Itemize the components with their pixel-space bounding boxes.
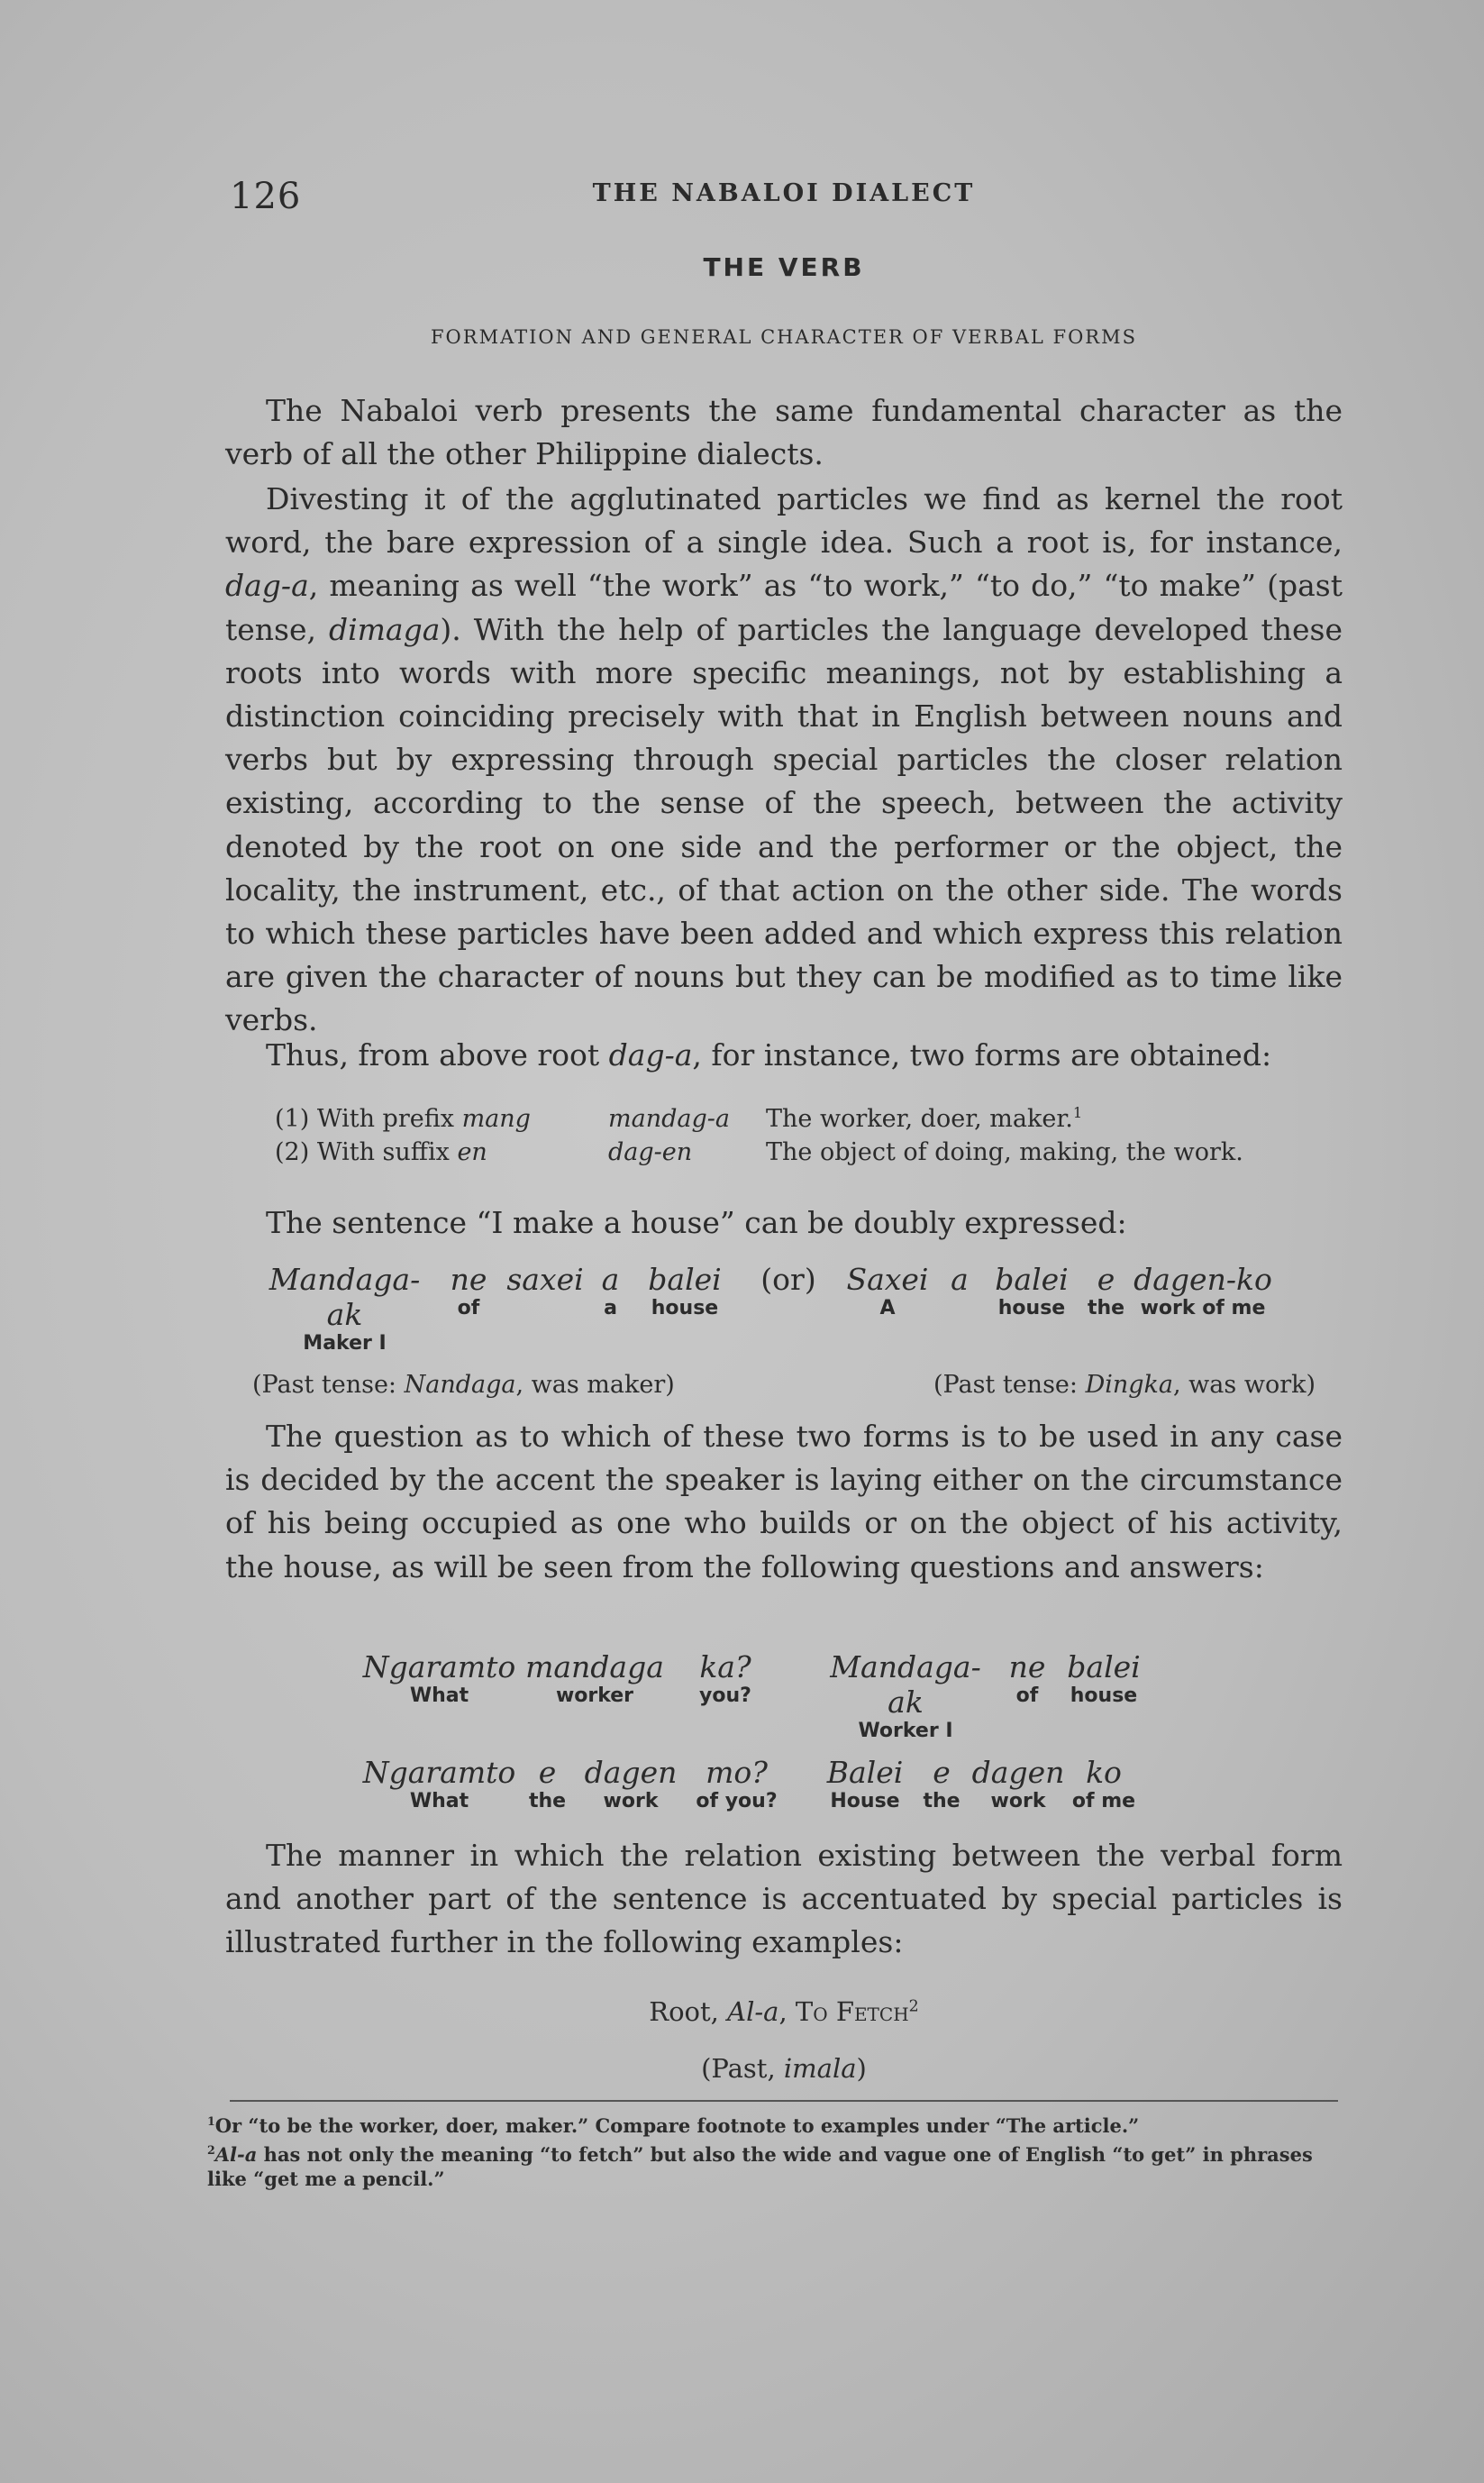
form-row: (1) With prefix mang mandag-a The worker, doer, maker.$^1$ — [275, 1104, 1083, 1133]
paragraph-intro: The Nabaloi verb presents the same fundamental character as the verb of all the other Philippine dialects. — [225, 393, 1343, 472]
running-title: THE NABALOI DIALECT — [592, 179, 976, 207]
past-heading: (Past, imala) — [701, 2053, 867, 2084]
paragraph-sentence: The sentence “I make a house” can be doubly expressed: — [266, 1205, 1127, 1240]
footnote-2: $^2$Al-a has not only the meaning “to fetch” but also the wide and vague one of English “to get” in phrases like “get me a pencil.” — [207, 2143, 1313, 2190]
paragraph-root-word: Divesting it of the agglutinated particles we find as kernel the root word, the bare expression of a single idea. Such a root is, for instance, dag-a, meaning as well “the work” as “to work,” “to do,” “to make” (past tense, dimaga). With the help of particles the language developed these roots into words with more specific meanings, not by establishing a distinction coinciding precisely with that in English between nouns and verbs but by expressing through special particles the closer relation existing, according to the sense of the speech, between the activity denoted by the root on one side and the performer or the object, the locality, the instrument, etc., of that action on the other side. The words to which these particles have been added and which express this relation are given the character of nouns but they can be modified as to time like verbs. — [225, 481, 1343, 1038]
footnote-divider — [230, 2100, 1338, 2102]
forms-list — [275, 1104, 1356, 1173]
past-tense-left: (Past tense: Nandaga, was maker) — [252, 1371, 675, 1399]
example-interlinear: Mandaga-ak Maker I ne of saxei a a balei house (or) Saxei A a balei house e the dagen-ko work of me (Past tense: Nandaga, was maker) (Past tense: Dingka, was work) — [252, 1262, 1316, 1399]
section-subtitle: FORMATION AND GENERAL CHARACTER OF VERBAL FORMS — [430, 326, 1138, 348]
past-form: dimaga — [328, 611, 441, 647]
paragraph-forms-intro: Thus, from above root dag-a, for instance, two forms are obtained: — [266, 1037, 1272, 1073]
page-number: 126 — [230, 176, 302, 217]
paragraph-question: The question as to which of these two forms is to be used in any case is decided by the accent the speaker is laying either on the circumstance of his being occupied as one who builds or on the object of his activity, the house, as will be seen from the following questions and answers: — [225, 1419, 1343, 1584]
form-row: (2) With suffix en dag-en The object of doing, making, the work. — [275, 1138, 1243, 1166]
root-heading: Root, Al-a, To Fetch$^2$ — [649, 1996, 919, 2027]
footnotes — [207, 2109, 1343, 2191]
footnote-1: $^1$Or “to be the worker, doer, maker.” Compare footnote to examples under “The article.” — [207, 2114, 1140, 2137]
questions-answers: Ngaramto What mandaga worker ka? you? Mandaga-ak Worker I ne of balei house Ngaramto What e the dagen work mo? of you? Balei House e the dagen work ko of me — [362, 1649, 1141, 1812]
past-tense-right: (Past tense: Dingka, was work) — [933, 1371, 1316, 1399]
root-word: dag-a — [225, 568, 309, 604]
paragraph-manner: The manner in which the relation existing between the verbal form and another part of the sentence is accentuated by special particles is illustrated further in the following examples: — [225, 1838, 1343, 1960]
section-title: THE VERB — [703, 252, 865, 282]
page-header — [230, 176, 1338, 221]
